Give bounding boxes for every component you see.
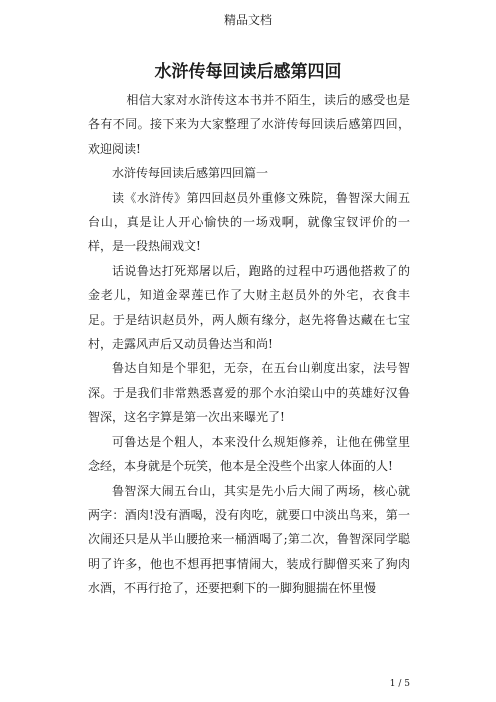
paragraph: 读《水浒传》第四回赵员外重修文殊院，鲁智深大闹五台山，真是让人开心愉快的一场戏啊，就像宝钗评价的一样，是一段热闹戏文!: [88, 190, 410, 254]
header-label: 精品文档: [223, 13, 272, 27]
paragraph: 鲁智深大闹五台山，其实是先小后大闹了两场，核心就两字：酒肉!没有酒喝，没有肉吃，就要口中淡出鸟来，第一次闹还只是从半山腰抢来一桶酒喝了;第二次，鲁智深同学聪明了许多，他也不想再把事情闹大，装成行脚僧买来了狗肉水酒，不再行抢了，还要把剩下的一脚狗腿揣在怀里慢: [88, 483, 410, 596]
document-header: [0, 12, 496, 28]
page-indicator: [350, 678, 410, 690]
paragraph-intro: 相信大家对水浒传这本书并不陌生，读后的感受也是各有不同。接下来为大家整理了水浒传每回读后感第四回，欢迎阅读!: [88, 93, 410, 156]
paragraph: 话说鲁达打死郑屠以后，跑路的过程中巧遇他搭救了的金老儿，知道金翠莲已作了大财主赵员外的外宅，衣食丰足。于是结识赵员外，两人颇有缘分，赵先将鲁达藏在七宝村，走露风声后又动员鲁达当和尚!: [88, 263, 410, 352]
paragraph-section-heading: 水浒传每回读后感第四回篇一: [112, 166, 269, 181]
paragraph: 可鲁达是个粗人，本来没什么规矩修养，让他在佛堂里念经，本身就是个玩笑，他本是全没些个出家人体面的人!: [88, 434, 410, 474]
document-body: [88, 88, 410, 601]
document-title: 水浒传每回读后感第四回: [154, 62, 342, 82]
page-number: 1 / 5: [389, 679, 410, 689]
paragraph: 鲁达自知是个罪犯，无奈，在五台山剃度出家，法号智深。于是我们非常熟悉喜爱的那个水泊梁山中的英雄好汉鲁智深，这名字算是第一次出来曝光了!: [88, 361, 410, 425]
